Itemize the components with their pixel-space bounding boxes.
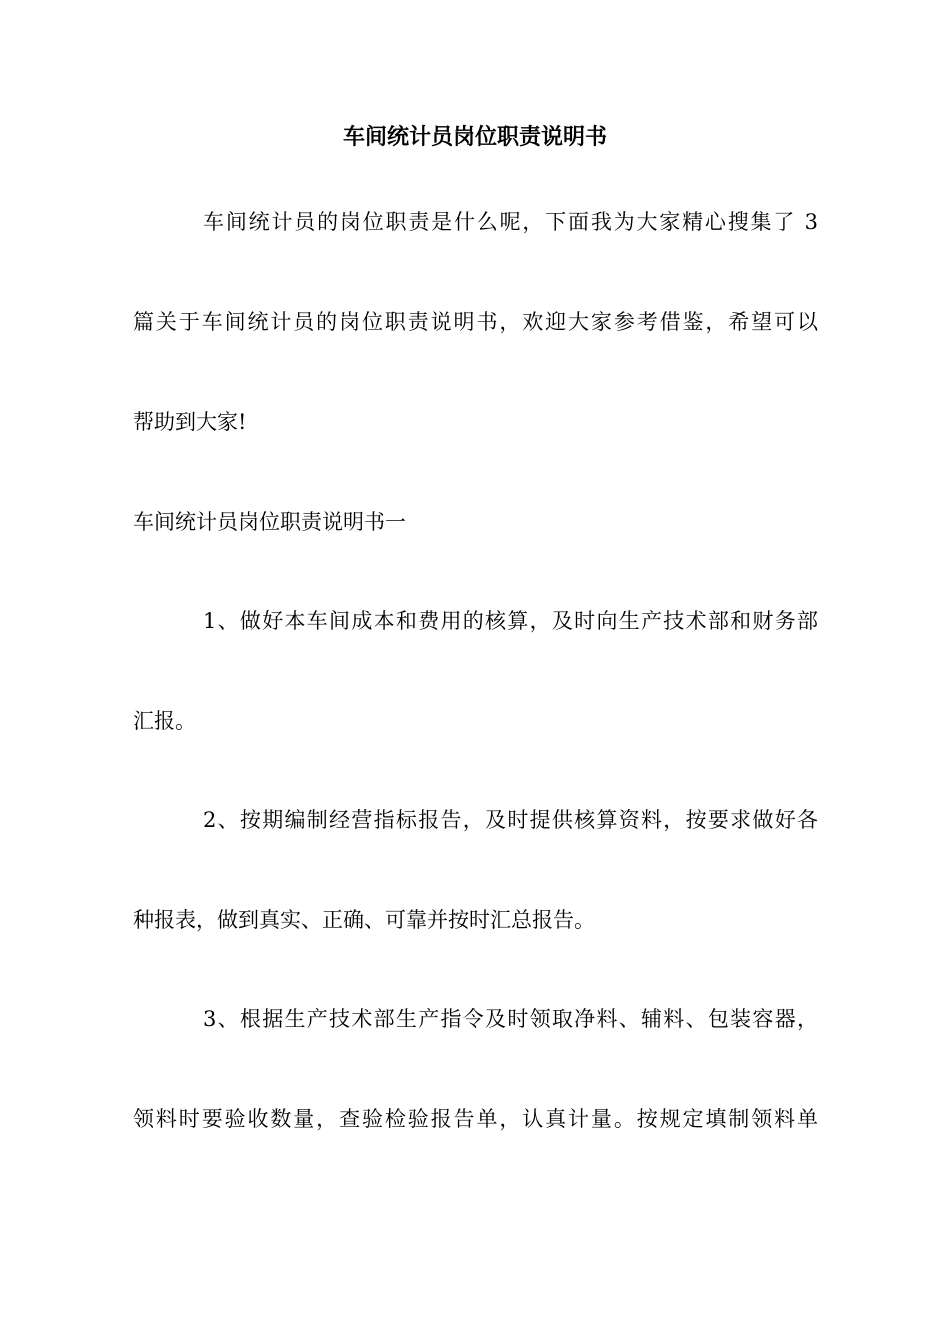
item-3-line-2: 领料时要验收数量，查验检验报告单，认真计量。按规定填制领料单	[133, 1107, 818, 1131]
item-2-line-1: 2、按期编制经营指标报告，及时提供核算资料，按要求做好各	[203, 808, 818, 832]
section-heading: 车间统计员岗位职责说明书一	[133, 510, 406, 534]
item-1-line-1: 1、做好本车间成本和费用的核算，及时向生产技术部和财务部	[203, 609, 818, 633]
item-2-line-2: 种报表，做到真实、正确、可靠并按时汇总报告。	[133, 908, 595, 932]
paragraph-intro-line-1: 车间统计员的岗位职责是什么呢，下面我为大家精心搜集了 3	[203, 210, 818, 234]
item-3-line-1: 3、根据生产技术部生产指令及时领取净料、辅料、包装容器，	[203, 1007, 818, 1031]
item-1-line-2: 汇报。	[133, 709, 196, 733]
paragraph-intro-line-2: 篇关于车间统计员的岗位职责说明书，欢迎大家参考借鉴，希望可以	[133, 310, 818, 334]
document-title: 车间统计员岗位职责说明书	[342, 125, 607, 150]
paragraph-intro-line-3: 帮助到大家!	[133, 410, 247, 434]
